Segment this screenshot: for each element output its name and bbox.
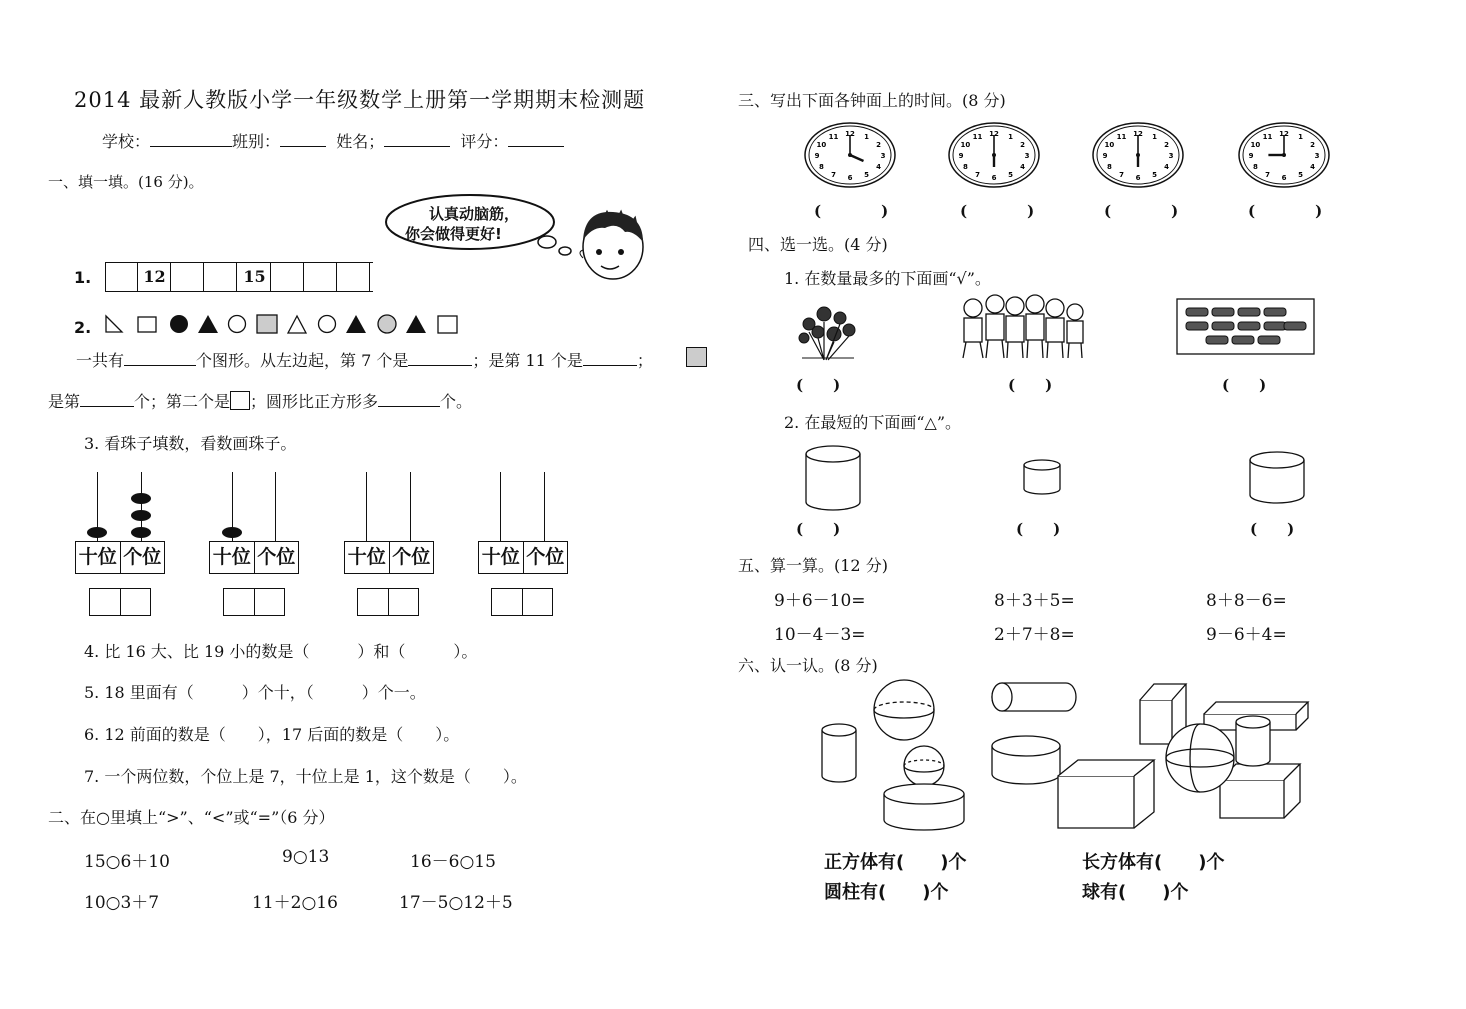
choice-answer[interactable]: ( ) (1016, 520, 1061, 538)
bubble-line2: 你会做得更好! (405, 225, 502, 243)
abacus-bead (222, 527, 242, 538)
ones-label: 个位 (254, 542, 299, 573)
flowers-picture (794, 302, 864, 362)
q2-line2 (48, 389, 472, 412)
compare-item: 10○3＋7 (84, 893, 160, 913)
calc-item: 8＋8－6= (1206, 591, 1287, 611)
square-icon (230, 391, 250, 410)
q5-text: 5. 18 里面有（ ）个十，（ ）个一。 (84, 683, 426, 702)
clock-number: 9 (958, 152, 964, 160)
clock-number: 4 (1164, 163, 1170, 171)
tens-label: 十位 (481, 546, 520, 568)
clock-number: 11 (1262, 132, 1273, 141)
clock-number: 3 (1024, 152, 1030, 160)
clock-face-1 (802, 120, 898, 190)
medium-cylinder-icon (1246, 450, 1308, 506)
clock-number: 10 (1250, 141, 1261, 149)
q2-number: 2. (74, 318, 92, 337)
clock-number: 12 (989, 130, 999, 138)
place-value-header (209, 541, 299, 574)
compare-item: 16－6○15 (410, 852, 496, 872)
q2-line1 (76, 348, 653, 371)
abacus-rod (500, 472, 501, 542)
clock-number: 1 (1298, 132, 1303, 141)
place-value-header (478, 541, 568, 574)
clock-number: 6 (847, 174, 853, 182)
circle-icon (229, 316, 246, 333)
score-label: 评分： (460, 132, 509, 151)
clock-number: 3 (1168, 152, 1174, 160)
clock-number: 6 (1281, 174, 1287, 182)
clock-number: 9 (814, 152, 820, 160)
short-cylinder-icon (1021, 458, 1063, 498)
clock-number: 11 (1116, 132, 1127, 141)
clock-number: 1 (1152, 132, 1157, 141)
tens-label: 十位 (212, 546, 251, 568)
sequence-cell[interactable] (205, 263, 237, 291)
section4-heading: 四、选一选。(4 分) (748, 235, 888, 254)
section6-heading: 六、认一认。(8 分) (738, 656, 878, 675)
name-field[interactable] (384, 132, 450, 147)
compare-item: 11＋2○16 (252, 893, 338, 913)
clock-number: 7 (1265, 171, 1270, 180)
page-title: 2014 最新人教版小学一年级数学上册第一学期期末检测题 (74, 88, 646, 112)
answer-box[interactable] (491, 588, 553, 616)
clock-answer-1[interactable]: ( ) (814, 202, 889, 220)
compare-item: 15○6＋10 (84, 852, 170, 872)
clock-center (1282, 153, 1286, 157)
clock-number: 12 (1133, 130, 1143, 138)
clock-number: 4 (876, 163, 882, 171)
q2-text: 一共有 (76, 351, 125, 370)
tens-label: 十位 (347, 546, 386, 568)
section4-q2: 2. 在最短的下面画“△”。 (784, 413, 962, 432)
q3-text: 3. 看珠子填数，看数画珠子。 (84, 434, 297, 453)
right-triangle-icon (106, 316, 122, 332)
gray-square-icon (686, 347, 707, 367)
q2-text: 个图形。从左边起，第 7 个是 (196, 351, 409, 370)
clock-number: 11 (828, 132, 839, 141)
circle-icon (319, 316, 336, 333)
clock-number: 8 (818, 163, 824, 171)
score-field[interactable] (508, 132, 564, 147)
clock-number: 5 (1298, 171, 1303, 180)
class-field[interactable] (280, 132, 326, 147)
clock-number: 3 (880, 152, 886, 160)
clock-number: 7 (831, 171, 836, 180)
ones-label: 个位 (120, 542, 165, 573)
clock-number: 10 (960, 141, 971, 149)
filled-triangle-icon (198, 315, 218, 333)
number-sequence-row (105, 262, 373, 292)
abacus-bead (131, 510, 151, 521)
school-label: 学校： (102, 132, 151, 151)
clock-number: 12 (1279, 130, 1289, 138)
abacus-rod (410, 472, 411, 542)
clock-center (1136, 153, 1140, 157)
q2-text: ；是第 11 个是 (472, 351, 583, 370)
compare-item: 9○13 (282, 847, 330, 867)
q2-text: ； (636, 351, 653, 370)
cuboid-count: 长方体有( )个 (1082, 852, 1225, 873)
cube-count: 正方体有( )个 (824, 852, 967, 873)
q7-text: 7. 一个两位数，个位上是 7，十位上是 1，这个数是（ ）。 (84, 767, 527, 786)
q2-text: 个；第二个是 (134, 392, 231, 411)
clock-answer-3[interactable]: ( ) (1104, 202, 1179, 220)
clock-number: 8 (962, 163, 968, 171)
clock-number: 3 (1314, 152, 1320, 160)
square-icon (138, 317, 156, 332)
name-label: 姓名； (336, 132, 385, 151)
clock-number: 1 (1008, 132, 1013, 141)
answer-blank[interactable] (124, 351, 196, 366)
clock-number: 2 (1020, 141, 1026, 149)
clock-number: 9 (1102, 152, 1108, 160)
filled-triangle-icon (346, 315, 366, 333)
abacus-bead (87, 527, 107, 538)
gray-square-icon (257, 315, 277, 333)
triangle-icon (288, 316, 306, 333)
clock-number: 5 (864, 171, 869, 180)
clock-answer-2[interactable]: ( ) (960, 202, 1035, 220)
place-value-header (75, 541, 165, 574)
clock-number: 7 (975, 171, 980, 180)
choice-answer[interactable]: ( ) (1008, 376, 1053, 394)
solid-shapes-picture (816, 678, 1316, 834)
calc-item: 10－4－3= (774, 625, 866, 645)
choice-answer[interactable]: ( ) (1250, 520, 1295, 538)
section5-heading: 五、算一算。(12 分) (738, 556, 888, 575)
clock-face-3 (1090, 120, 1186, 190)
filled-triangle-icon (406, 315, 426, 333)
calc-item: 2＋7＋8= (994, 625, 1075, 645)
info-line (102, 129, 564, 152)
section4-q1: 1. 在数量最多的下面画“√”。 (784, 269, 991, 288)
filled-circle-icon (170, 315, 188, 333)
clock-number: 7 (1119, 171, 1124, 180)
sequence-cell: 12 (139, 263, 171, 291)
sequence-cell[interactable] (106, 263, 138, 291)
clock-number: 2 (1310, 141, 1316, 149)
calc-item: 9－6＋4= (1206, 625, 1287, 645)
q2-text: 是第 (48, 392, 81, 411)
sequence-cell[interactable] (272, 263, 304, 291)
choice-answer[interactable]: ( ) (1222, 376, 1267, 394)
clock-number: 1 (864, 132, 869, 141)
clock-number: 10 (816, 141, 827, 149)
clock-number: 4 (1310, 163, 1316, 171)
ones-label: 个位 (523, 542, 568, 573)
clock-number: 8 (1252, 163, 1258, 171)
shape-sequence (102, 312, 462, 336)
clock-number: 5 (1008, 171, 1013, 180)
sequence-cell[interactable] (338, 263, 370, 291)
clock-number: 8 (1106, 163, 1112, 171)
clock-center (848, 153, 852, 157)
sequence-cell: 15 (239, 263, 271, 291)
abacus-bead (131, 493, 151, 504)
sphere-count: 球有( )个 (1082, 882, 1189, 903)
abacus-rod (544, 472, 545, 542)
abacus-rod (275, 472, 276, 542)
clock-number: 2 (1164, 141, 1170, 149)
answer-box[interactable] (357, 588, 419, 616)
sequence-cell[interactable] (305, 263, 337, 291)
tens-label: 十位 (78, 546, 117, 568)
abacus-bead (131, 527, 151, 538)
clock-number: 2 (876, 141, 882, 149)
gray-circle-icon (378, 315, 396, 333)
choice-answer[interactable]: ( ) (796, 376, 841, 394)
answer-blank[interactable] (80, 392, 134, 407)
place-value-header (344, 541, 434, 574)
q6-text: 6. 12 前面的数是（ ），17 后面的数是（ ）。 (84, 725, 460, 744)
sequence-cell[interactable] (172, 263, 204, 291)
abacus-rod (366, 472, 367, 542)
compare-item: 17－5○12＋5 (399, 893, 513, 913)
answer-blank[interactable] (583, 351, 637, 366)
square-icon (438, 316, 457, 333)
calc-item: 9＋6－10= (774, 591, 866, 611)
clock-face-2 (946, 120, 1042, 190)
clock-number: 10 (1104, 141, 1115, 149)
bubble-line1: 认真动脑筋， (429, 205, 520, 223)
section3-heading: 三、写出下面各钟面上的时间。(8 分) (738, 91, 1006, 110)
clock-number: 6 (1135, 174, 1141, 182)
answer-box[interactable] (223, 588, 285, 616)
calc-item: 8＋3＋5= (994, 591, 1075, 611)
q2-text: 个。 (440, 392, 473, 411)
answer-blank[interactable] (378, 392, 440, 407)
school-field[interactable] (150, 132, 232, 147)
choice-answer[interactable]: ( ) (796, 520, 841, 538)
clock-number: 6 (991, 174, 997, 182)
clock-number: 9 (1248, 152, 1254, 160)
biscuits-picture (1176, 298, 1316, 356)
clock-number: 5 (1152, 171, 1157, 180)
children-picture (955, 292, 1090, 362)
clock-number: 11 (972, 132, 983, 141)
answer-box[interactable] (89, 588, 151, 616)
clock-answer-4[interactable]: ( ) (1248, 202, 1323, 220)
section1-heading: 一、填一填。(16 分)。 (48, 173, 204, 191)
section2-heading: 二、在○里填上“>”、“<”或“=”（6 分） (48, 808, 335, 827)
ones-label: 个位 (389, 542, 434, 573)
clock-center (992, 153, 996, 157)
class-label: 班别： (232, 132, 281, 151)
clock-number: 4 (1020, 163, 1026, 171)
tall-cylinder-icon (802, 444, 866, 512)
q2-text: ；圆形比正方形多 (250, 392, 379, 411)
q1-number: 1. (74, 268, 92, 287)
answer-blank[interactable] (408, 351, 472, 366)
q4-text: 4. 比 16 大、比 19 小的数是（ ）和（ ）。 (84, 642, 478, 661)
cylinder-count: 圆柱有( )个 (824, 882, 949, 903)
clock-number: 12 (845, 130, 855, 138)
clock-face-4 (1236, 120, 1332, 190)
